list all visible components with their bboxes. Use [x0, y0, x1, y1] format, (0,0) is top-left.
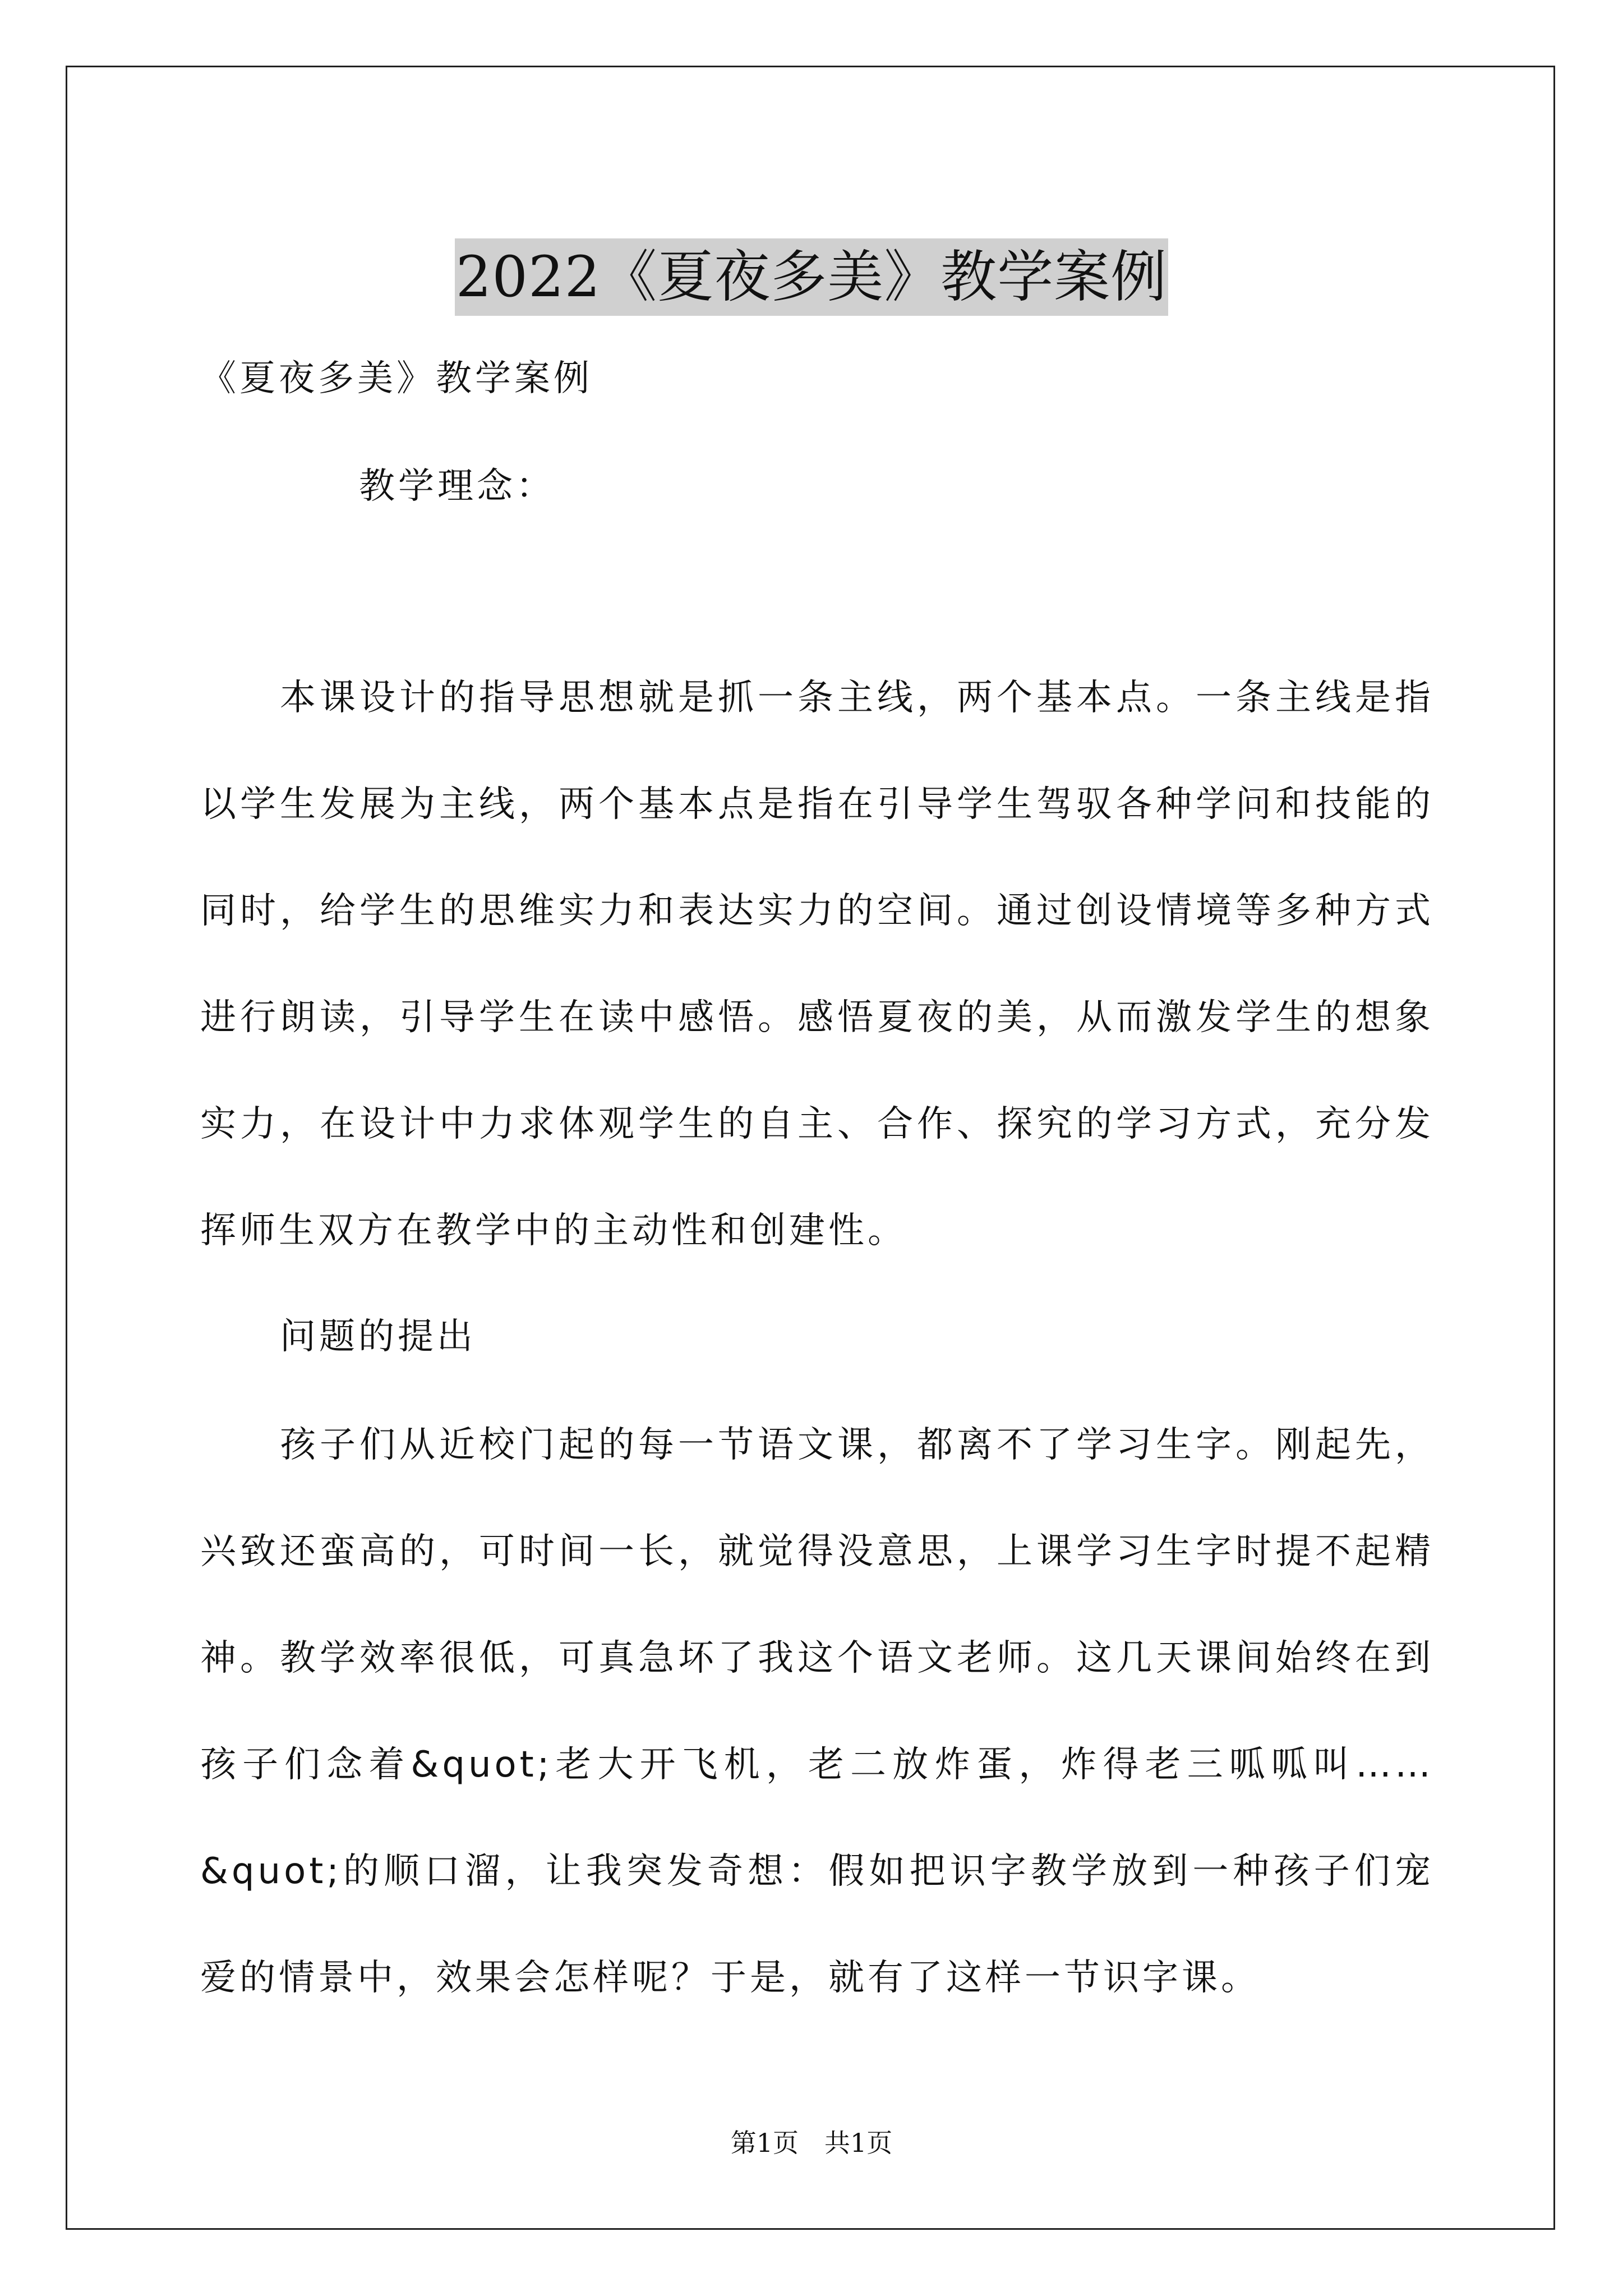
- section-heading-teaching-concept: 教学理念：: [359, 466, 555, 507]
- document-title: 2022《夏夜多美》教学案例: [455, 238, 1169, 316]
- title-container: [0, 201, 1623, 353]
- paragraph-problem: 孩子们从近校门起的每一节语文课，都离不了学习生字。刚起先，兴致还蛮高的，可时间一长，就觉得没意思，上课学习生字时提不起精神。教学效率很低，可真急坏了我这个语文老师。这几天课间始终在到孩子们念着&quot;老大开飞机，老二放炸蛋，炸得老三呱呱叫……&quot;的顺口溜，让我突发奇想：假如把识字教学放到一种孩子们宠爱的情景中，效果会怎样呢？于是，就有了这样一节识字课。: [200, 1424, 1434, 1999]
- section-heading-problem: 问题的提出: [280, 1316, 476, 1358]
- document-subtitle: 《夏夜多美》教学案例: [200, 358, 593, 399]
- paragraph-teaching-concept: 本课设计的指导思想就是抓一条主线，两个基本点。一条主线是指以学生发展为主线，两个基本点是指在引导学生驾驭各种学问和技能的同时，给学生的思维实力和表达实力的空间。通过创设情境等多种方式进行朗读，引导学生在读中感悟。感悟夏夜的美，从而激发学生的想象实力，在设计中力求体观学生的自主、合作、探究的学习方式，充分发挥师生双方在教学中的主动性和创建性。: [200, 677, 1434, 1251]
- page-footer: 第1页 共1页: [730, 2128, 893, 2158]
